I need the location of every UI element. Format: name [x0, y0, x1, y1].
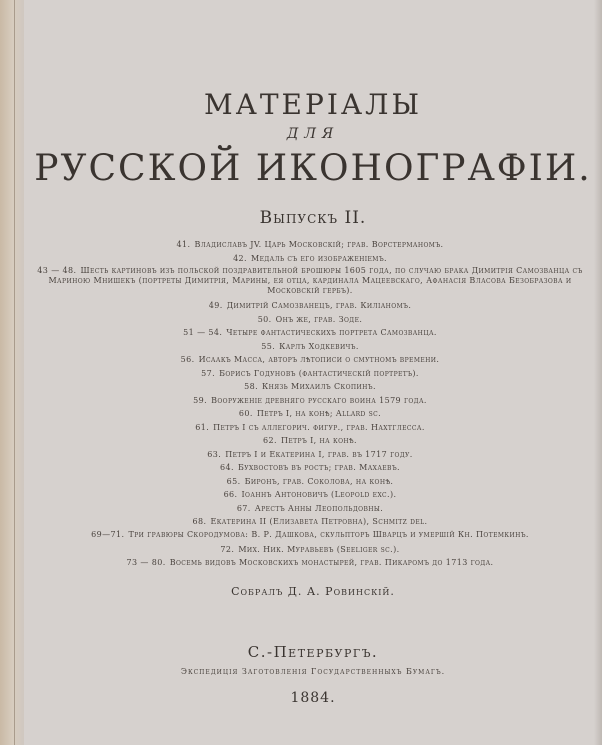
contents-item: [30, 434, 590, 448]
contents-item: [30, 367, 590, 381]
contents-item-number: 67.: [236, 503, 251, 513]
contents-item-text: Мих. Ник. Муравьевъ (Seeliger sc.).: [238, 544, 400, 554]
book-spine: [0, 0, 24, 745]
contents-item-number: 55.: [261, 341, 276, 351]
title-line-2: ДЛЯ: [286, 126, 340, 142]
contents-item: [30, 475, 590, 489]
contents-item-text: Исаакъ Масса, авторъ лѣтописи о смутномъ времени.: [198, 355, 440, 364]
contents-item: [30, 488, 590, 502]
contents-item: [30, 380, 590, 394]
contents-item-number: 68.: [192, 517, 207, 526]
publication-city: С.-Петербургъ.: [247, 643, 379, 661]
contents-item-text: Петръ I, на конѣ.: [280, 436, 357, 445]
contents-item-number: 66.: [223, 490, 238, 499]
contents-item-number: 59.: [193, 395, 208, 405]
contents-item-number: 61.: [195, 422, 210, 432]
contents-item: [30, 313, 590, 327]
contents-item-number: 43 — 48.: [37, 266, 77, 275]
contents-item: [30, 530, 590, 540]
contents-list: [30, 238, 590, 570]
contents-item: [30, 299, 590, 313]
contents-item-number: 69—71.: [91, 529, 125, 539]
issue-heading: Выпускъ II.: [259, 208, 367, 228]
contents-item-text: Петръ I съ аллегорич. фигур., грав. Нахтглесса.: [213, 422, 425, 432]
contents-item: [30, 502, 590, 516]
contents-item-number: 50.: [257, 314, 272, 324]
contents-item-text: Восемь видовъ Московскихъ монастырей, грав. Пикаромъ до 1713 года.: [169, 558, 494, 567]
contents-item: [30, 556, 590, 570]
contents-item-text: Четыре фантастическихъ портрета Самозванца.: [226, 328, 437, 337]
contents-item: [30, 407, 590, 421]
contents-item-text: Шесть картиновъ изъ польской поздравительной брошюры 1605 года, по случаю брака Димитрiя Самозванца съ Мариною Мнишекъ (портреты Димитрiя, Марины, ея отца, кардинала Мацеевскаго, Афанасiя Власова Безобразова и Московскiй гербъ).: [48, 266, 583, 295]
contents-item-number: 49.: [208, 301, 223, 310]
contents-item: [30, 326, 590, 340]
contents-item: [30, 266, 590, 296]
contents-item-text: Борисъ Годуновъ (фантастическiй портретъ).: [219, 368, 419, 378]
contents-item: [30, 515, 590, 529]
contents-item: [30, 340, 590, 354]
contents-item-number: 41.: [176, 240, 191, 249]
contents-item-number: 60.: [238, 409, 253, 418]
contents-item-text: Карлъ Ходкевичъ.: [279, 341, 359, 351]
contents-item: [30, 394, 590, 408]
spine-crease: [14, 0, 15, 745]
contents-item-text: Вооруженiе древняго русскаго воина 1579 года.: [211, 395, 427, 405]
contents-item-text: Бухвостовъ въ ростъ; грав. Махаевъ.: [237, 463, 400, 472]
contents-item-text: Владиславъ JV. Царь Московскiй; грав. Ворстерманомъ.: [194, 240, 444, 249]
contents-item-text: Три гравюры Скородумова: В. Р. Дашкова, скульпторъ Шварцъ и умершiй Кн. Потемкинъ.: [128, 529, 529, 539]
contents-item-text: Биронъ, грав. Соколова, на конѣ.: [244, 476, 394, 486]
contents-item-text: Медаль съ его изображенiемъ.: [251, 253, 387, 263]
contents-item: [30, 543, 590, 557]
contents-item-number: 56.: [180, 355, 195, 364]
contents-item-number: 64.: [220, 463, 234, 472]
title-line-1: МАТЕРIАЛЫ: [203, 88, 422, 121]
contents-item: [30, 353, 590, 367]
publisher-name: Экспедицiя Заготовленiя Государственныхъ Бумагъ.: [180, 667, 446, 676]
contents-item-text: Князь Михаилъ Скопинъ.: [262, 382, 376, 391]
contents-item-number: 73 — 80.: [126, 558, 166, 567]
publication-year: 1884.: [290, 690, 336, 706]
contents-item-number: 72.: [220, 544, 235, 554]
contents-item: [30, 461, 590, 475]
contents-item-text: Екатерина II (Елизавета Петровна), Schmitz del.: [210, 517, 428, 526]
contents-item-number: 62.: [263, 436, 277, 445]
contents-item: [30, 252, 590, 266]
contents-item-text: Димитрiй Самозванецъ, грав. Килiаномъ.: [226, 301, 412, 310]
contents-item-number: 57.: [201, 368, 216, 378]
contents-item-number: 63.: [207, 449, 222, 459]
compiler-credit: Собралъ Д. А. Ровинскiй.: [231, 585, 395, 598]
contents-item: [30, 421, 590, 435]
contents-item-text: Петръ I и Екатерина I, грав. въ 1717 году.: [225, 449, 413, 459]
contents-item-number: 51 — 54.: [183, 328, 223, 337]
contents-item-text: Iоаннъ Антоновичъ (Leopold exc.).: [241, 490, 397, 499]
contents-item: [30, 238, 590, 252]
contents-item-text: Петръ I, на конѣ; Allard sc.: [256, 409, 382, 418]
contents-item-number: 42.: [233, 253, 247, 263]
contents-item-text: Арестъ Анны Леопольдовны.: [254, 503, 384, 513]
contents-item-text: Онъ же, грав. Зоде.: [275, 314, 363, 324]
contents-item: [30, 448, 590, 462]
contents-item-number: 65.: [226, 476, 241, 486]
title-line-3: РУССКОЙ ИКОНОГРАФIИ.: [34, 148, 592, 189]
contents-item-number: 58.: [244, 382, 259, 391]
